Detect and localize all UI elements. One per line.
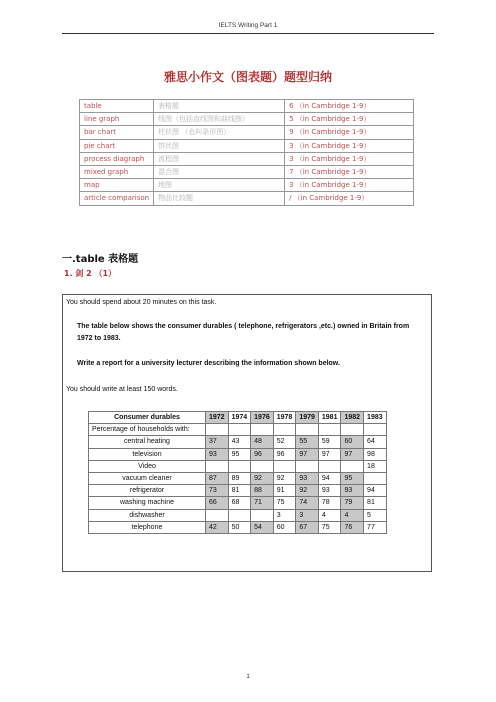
table-cell: 87 (206, 472, 229, 484)
type-english: map (80, 179, 154, 192)
table-row (89, 436, 387, 448)
table-subheader-row (89, 424, 387, 436)
empty-cell (341, 424, 364, 436)
table-cell (206, 460, 229, 472)
table-cell: 89 (228, 472, 251, 484)
example-heading: 1. 剑 2 （1） (64, 269, 117, 278)
table-cell: 18 (364, 460, 387, 472)
row-label: Video (89, 460, 206, 472)
empty-cell (251, 424, 274, 436)
types-row (80, 100, 414, 113)
header-rule (62, 33, 434, 34)
empty-cell (296, 424, 319, 436)
types-row (80, 126, 414, 139)
row-label: vacuum cleaner (89, 472, 206, 484)
table-cell: 93 (206, 448, 229, 460)
table-cell (296, 460, 319, 472)
table-cell: 54 (251, 521, 274, 533)
table-cell: 59 (318, 436, 341, 448)
table-row (89, 497, 387, 509)
task-description-line-2: 1972 to 1983. (77, 335, 121, 342)
table-cell: 60 (273, 521, 296, 533)
types-row (80, 179, 414, 192)
task-time-line: You should spend about 20 minutes on this task. (66, 299, 217, 306)
table-cell: 3 (273, 509, 296, 521)
table-cell: 94 (364, 485, 387, 497)
table-header-row (89, 412, 387, 424)
table-row (89, 448, 387, 460)
table-cell: 60 (341, 436, 364, 448)
year-header: 1982 (341, 412, 364, 424)
table-cell: 97 (296, 448, 319, 460)
type-english: line graph (80, 113, 154, 126)
table-cell: 96 (251, 448, 274, 460)
type-chinese: 柱状图 （也叫条形图） (154, 126, 285, 139)
table-cell: 77 (364, 521, 387, 533)
empty-cell (318, 424, 341, 436)
type-count: 6 （in Cambridge 1-9） (285, 100, 414, 113)
table-row (89, 460, 387, 472)
chart-types-table (79, 99, 414, 206)
table-cell (228, 460, 251, 472)
table-cell: 42 (206, 521, 229, 533)
type-count: 5 （in Cambridge 1-9） (285, 113, 414, 126)
type-count: 3 （in Cambridge 1-9） (285, 152, 414, 165)
type-chinese: 线图（包括直线图和曲线图） (154, 113, 285, 126)
empty-cell (206, 424, 229, 436)
types-row (80, 152, 414, 165)
table-cell: 52 (273, 436, 296, 448)
table-cell: 75 (273, 497, 296, 509)
table-cell (341, 460, 364, 472)
type-english: process diagraph (80, 152, 154, 165)
table-cell (251, 460, 274, 472)
table-cell (206, 509, 229, 521)
year-header: 1981 (318, 412, 341, 424)
table-cell: 71 (251, 497, 274, 509)
table-cell: 93 (318, 485, 341, 497)
table-cell: 92 (296, 485, 319, 497)
types-row (80, 113, 414, 126)
task-description-line: The table below shows the consumer durables ( telephone, refrigerators ,etc.) owned in Britain from (77, 323, 410, 330)
year-header: 1974 (228, 412, 251, 424)
table-cell (273, 460, 296, 472)
table-cell (251, 509, 274, 521)
table-cell: 37 (206, 436, 229, 448)
year-header: 1972 (206, 412, 229, 424)
year-header: 1979 (296, 412, 319, 424)
type-count: 7 （in Cambridge 1-9） (285, 165, 414, 178)
empty-cell (228, 424, 251, 436)
year-header: 1976 (251, 412, 274, 424)
type-chinese: 流程图 (154, 152, 285, 165)
type-english: bar chart (80, 126, 154, 139)
section-heading: 一.table 表格题 (62, 254, 139, 265)
type-chinese: 混合图 (154, 165, 285, 178)
consumer-durables-table (88, 411, 387, 534)
table-cell: 43 (228, 436, 251, 448)
table-cell: 4 (341, 509, 364, 521)
table-cell: 95 (341, 472, 364, 484)
type-english: article comparison (80, 192, 154, 205)
empty-cell (273, 424, 296, 436)
table-cell (364, 472, 387, 484)
table-row (89, 472, 387, 484)
table-cell: 93 (341, 485, 364, 497)
table-row (89, 485, 387, 497)
table-cell: 5 (364, 509, 387, 521)
type-chinese: 饼状图 (154, 139, 285, 152)
table-cell: 3 (296, 509, 319, 521)
table-cell: 98 (364, 448, 387, 460)
row-label: television (89, 448, 206, 460)
table-row (89, 509, 387, 521)
document-title: 雅思小作文（图表题）题型归纳 (163, 70, 332, 84)
table-cell: 93 (296, 472, 319, 484)
type-chinese: 表格题 (154, 100, 285, 113)
year-header: 1983 (364, 412, 387, 424)
task-wordcount-line: You should write at least 150 words. (66, 386, 178, 393)
year-header: 1978 (273, 412, 296, 424)
type-english: mixed graph (80, 165, 154, 178)
table-cell: 74 (296, 497, 319, 509)
type-chinese: 物品比较题 (154, 192, 285, 205)
type-count: 3 （in Cambridge 1-9） (285, 139, 414, 152)
row-label: dishwasher (89, 509, 206, 521)
table-cell: 66 (206, 497, 229, 509)
empty-cell (364, 424, 387, 436)
type-count: 9 （in Cambridge 1-9） (285, 126, 414, 139)
table-cell: 4 (318, 509, 341, 521)
type-count: / （in Cambridge 1-9） (285, 192, 414, 205)
table-cell: 55 (296, 436, 319, 448)
table-cell: 94 (318, 472, 341, 484)
table-cell (228, 509, 251, 521)
table-cell: 88 (251, 485, 274, 497)
table-cell: 97 (318, 448, 341, 460)
table-cell: 92 (251, 472, 274, 484)
row-label: washing machine (89, 497, 206, 509)
table-cell: 79 (341, 497, 364, 509)
row-label: telephone (89, 521, 206, 533)
type-chinese: 地图 (154, 179, 285, 192)
table-row (89, 521, 387, 533)
table-cell: 68 (228, 497, 251, 509)
running-header: IELTS Writing Part 1 (218, 22, 278, 29)
table-cell: 95 (228, 448, 251, 460)
table-cell: 76 (341, 521, 364, 533)
type-english: pie chart (80, 139, 154, 152)
page-number: 1 (246, 673, 250, 680)
table-cell: 92 (273, 472, 296, 484)
task-instruction-line: Write a report for a university lecturer describing the information shown below. (77, 360, 340, 367)
types-row (80, 139, 414, 152)
table-cell: 64 (364, 436, 387, 448)
table-cell: 81 (228, 485, 251, 497)
table-cell: 75 (318, 521, 341, 533)
table-cell (318, 460, 341, 472)
table-cell: 48 (251, 436, 274, 448)
type-count: 3 （in Cambridge 1-9） (285, 179, 414, 192)
table-cell: 96 (273, 448, 296, 460)
table-cell: 81 (364, 497, 387, 509)
row-label: central heating (89, 436, 206, 448)
table-cell: 50 (228, 521, 251, 533)
types-row (80, 165, 414, 178)
types-row (80, 192, 414, 205)
percentage-label: Percentage of households with: (89, 424, 206, 436)
table-cell: 67 (296, 521, 319, 533)
row-label: refrigerator (89, 485, 206, 497)
table-corner-label: Consumer durables (89, 412, 206, 424)
table-cell: 73 (206, 485, 229, 497)
table-cell: 91 (273, 485, 296, 497)
table-cell: 78 (318, 497, 341, 509)
table-cell: 97 (341, 448, 364, 460)
type-english: table (80, 100, 154, 113)
